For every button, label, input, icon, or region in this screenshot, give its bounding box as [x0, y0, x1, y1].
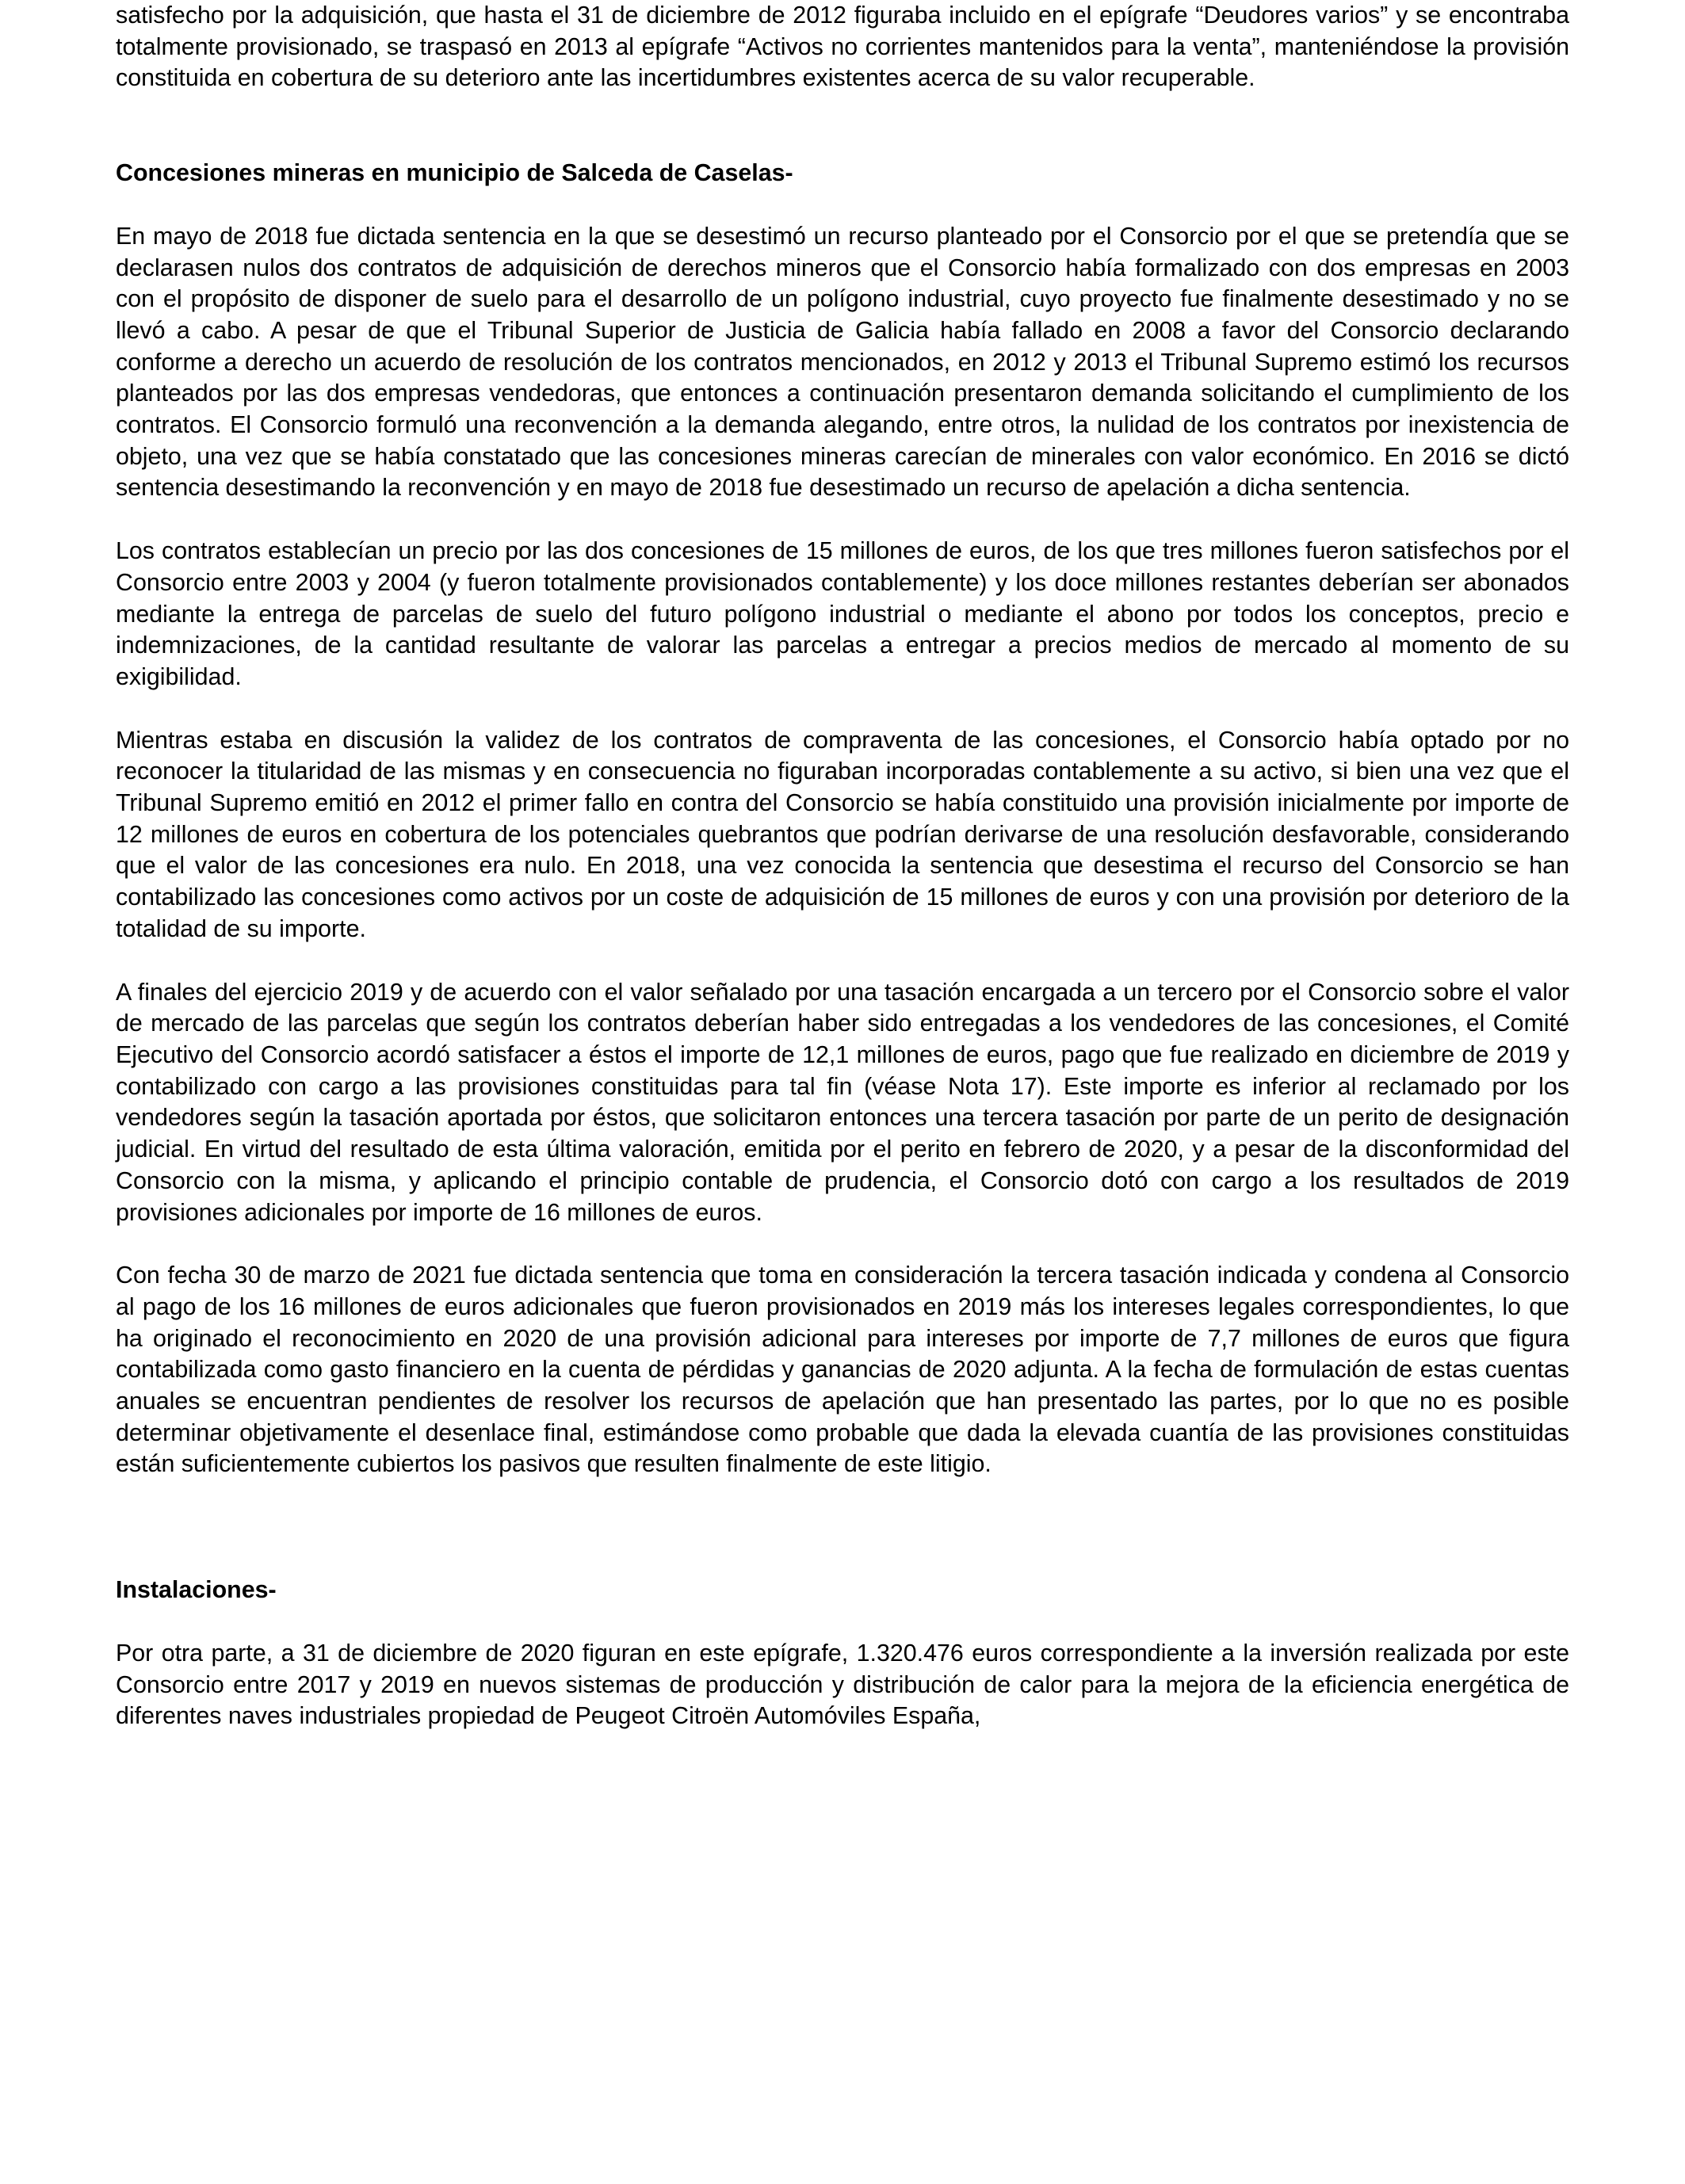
intro-paragraph: satisfecho por la adquisición, que hasta el 31 de diciembre de 2012 figuraba incluido en el epígrafe “Deudores varios” y se encontraba totalmente provisionado, se traspasó en 2013 al epígrafe “Activos no corrientes mantenidos para la venta”, manteniéndose la provisión constituida en cobertura de su deterioro ante las incertidumbres existentes acerca de su valor recuperable.	[116, 2, 1569, 92]
spacer	[116, 504, 1569, 536]
paragraph-sentencia-2021: Con fecha 30 de marzo de 2021 fue dictada sentencia que toma en consideración la tercera tasación indicada y condena al Consorcio al pago de los 16 millones de euros adicionales que fueron provisionados en 2019 más los intereses legales correspondientes, lo que ha originado el reconocimiento en 2020 de una provisión adicional para intereses por importe de 7,7 millones de euros que figura contabilizada como gasto financiero en la cuenta de pérdidas y ganancias de 2020 adjunta. A la fecha de formulación de estas cuentas anuales se encuentran pendientes de resolver los recursos de apelación que han presentado las partes, por lo que no es posible determinar objetivamente el desenlace final, estimándose como probable que dada la elevada cuantía de las provisiones constituidas están suficientemente cubiertos los pasivos que resulten finalmente de este litigio.	[116, 1262, 1569, 1478]
spacer	[116, 945, 1569, 977]
document-page	[116, 0, 1569, 1732]
section-heading-concesiones: Concesiones mineras en municipio de Salceda de Caselas-	[116, 159, 793, 187]
spacer	[116, 94, 1569, 158]
section-heading-instalaciones: Instalaciones-	[116, 1576, 277, 1604]
paragraph-sentencia-2018: En mayo de 2018 fue dictada sentencia en la que se desestimó un recurso planteado por el Consorcio por el que se pretendía que se declarasen nulos dos contratos de adquisición de derechos mineros que el Consorcio había formalizado con dos empresas en 2003 con el propósito de disponer de suelo para el desarrollo de un polígono industrial, cuyo proyecto fue finalmente desestimado y no se llevó a cabo. A pesar de que el Tribunal Superior de Justicia de Galicia había fallado en 2008 a favor del Consorcio declarando conforme a derecho un acuerdo de resolución de los contratos mencionados, en 2012 y 2013 el Tribunal Supremo estimó los recursos planteados por las dos empresas vendedoras, que entonces a continuación presentaron demanda solicitando el cumplimiento de los contratos. El Consorcio formuló una reconvención a la demanda alegando, entre otros, la nulidad de los contratos por inexistencia de objeto, una vez que se había constatado que las concesiones mineras carecían de minerales con valor económico. En 2016 se dictó sentencia desestimando la reconvención y en mayo de 2018 fue desestimado un recurso de apelación a dicha sentencia.	[116, 222, 1569, 502]
paragraph-tasacion-2019: A finales del ejercicio 2019 y de acuerdo con el valor señalado por una tasación encargada a un tercero por el Consorcio sobre el valor de mercado de las parcelas que según los contratos deberían haber sido entregadas a los vendedores de las concesiones, el Comité Ejecutivo del Consorcio acordó satisfacer a éstos el importe de 12,1 millones de euros, pago que fue realizado en diciembre de 2019 y contabilizado con cargo a las provisiones constituidas para tal fin (véase Nota 17). Este importe es inferior al reclamado por los vendedores según la tasación aportada por éstos, que solicitaron entonces una tercera tasación por parte de un perito de designación judicial. En virtud del resultado de esta última valoración, emitida por el perito en febrero de 2020, y a pesar de la disconformidad del Consorcio con la misma, y aplicando el principio contable de prudencia, el Consorcio dotó con cargo a los resultados de 2019 provisiones adicionales por importe de 16 millones de euros.	[116, 978, 1569, 1226]
spacer	[116, 693, 1569, 725]
paragraph-titularidad: Mientras estaba en discusión la validez de los contratos de compraventa de las concesiones, el Consorcio había optado por no reconocer la titularidad de las mismas y en consecuencia no figuraban incorporadas contablemente a su activo, si bien una vez que el Tribunal Supremo emitió en 2012 el primer fallo en contra del Consorcio se había constituido una provisión inicialmente por importe de 12 millones de euros en cobertura de los potenciales quebrantos que podrían derivarse de una resolución desfavorable, considerando que el valor de las concesiones era nulo. En 2018, una vez conocida la sentencia que desestima el recurso del Consorcio se han contabilizado las concesiones como activos por un coste de adquisición de 15 millones de euros y con una provisión por deterioro de la totalidad de su importe.	[116, 726, 1569, 942]
spacer	[116, 1480, 1569, 1575]
spacer	[116, 1228, 1569, 1260]
paragraph-precio-contratos: Los contratos establecían un precio por las dos concesiones de 15 millones de euros, de los que tres millones fueron satisfechos por el Consorcio entre 2003 y 2004 (y fueron totalmente provisionados contablemente) y los doce millones restantes deberían ser abonados mediante la entrega de parcelas de suelo del futuro polígono industrial o mediante el abono por todos los conceptos, precio e indemnizaciones, de la cantidad resultante de valorar las parcelas a entregar a precios medios de mercado al momento de su exigibilidad.	[116, 537, 1569, 690]
spacer	[116, 1606, 1569, 1638]
paragraph-instalaciones: Por otra parte, a 31 de diciembre de 2020 figuran en este epígrafe, 1.320.476 euros correspondiente a la inversión realizada por este Consorcio entre 2017 y 2019 en nuevos sistemas de producción y distribución de calor para la mejora de la eficiencia energética de diferentes naves industriales propiedad de Peugeot Citroën Automóviles España,	[116, 1639, 1569, 1730]
spacer	[116, 189, 1569, 221]
